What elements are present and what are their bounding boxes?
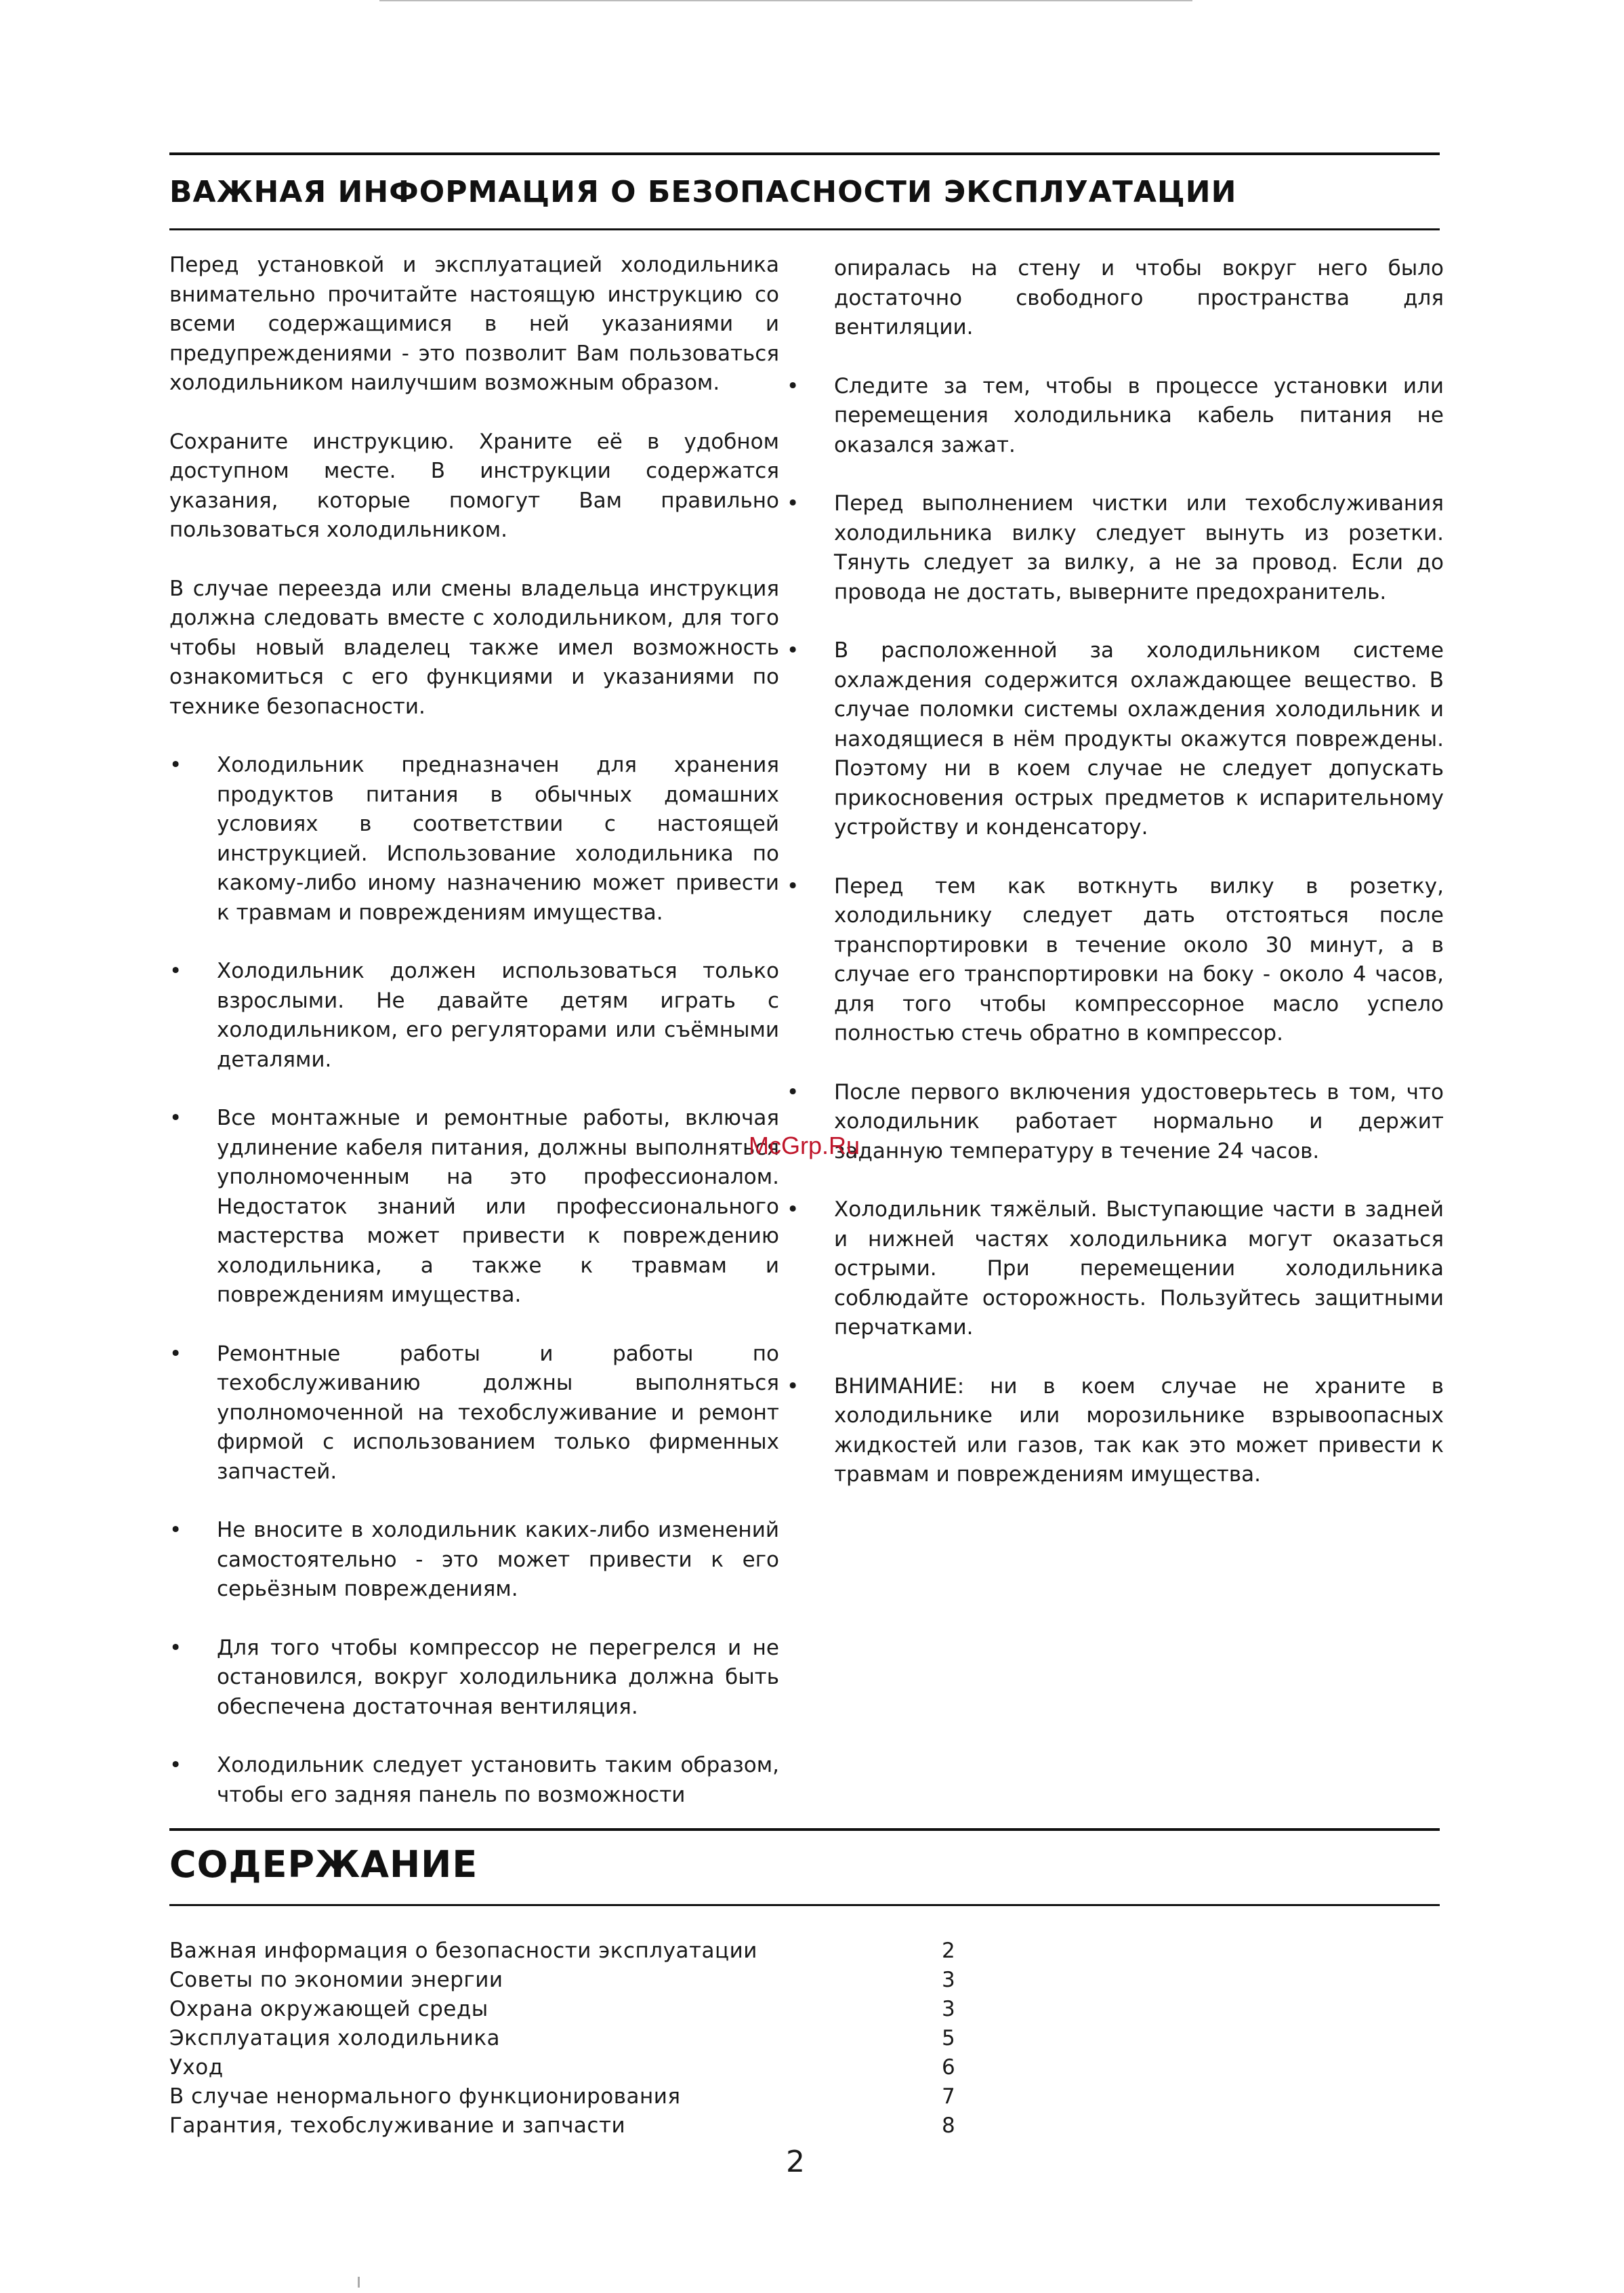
section-top-rule [169, 152, 1440, 155]
bullet-icon: • [787, 1373, 799, 1399]
bullet-text: Для того чтобы компрессор не перегрелся и не остановился, вокруг холодильника должна быть обеспечена достаточная вентиляция. [217, 1635, 779, 1719]
intro-paragraph: Сохраните инструкцию. Храните её в удобном доступном месте. В инструкции содержатся указания, которые помогут Вам правильно пользоваться холодильником. [169, 429, 779, 542]
page-number: 2 [786, 2145, 805, 2179]
safety-bullet-item [169, 1516, 779, 1605]
toc-entry-title: Гарантия, техобслуживание и запчасти [169, 2113, 626, 2138]
toc-entry-page: 2 [942, 1939, 955, 1963]
safety-bullet-item [787, 372, 1444, 461]
safety-bullet-item [787, 1078, 1444, 1167]
bullet-icon: • [787, 638, 799, 663]
bullet-text: В расположенной за холодильником системе охлаждения содержится охлаждающее вещество. В случае поломки системы охлаждения холодильник и находящиеся в нём продукты окажутся повреждены. Поэтому ни в коем случае не следует допускать прикосновения острых предметов к испарительному устройству и конденсатору. [834, 638, 1444, 840]
bullet-text: Перед тем как воткнуть вилку в розетку, холодильнику следует дать отстояться после транспортировки в течение около 30 минут, а в случае его транспортировки на боку - около 4 часов, для того чтобы компрессорное масло успело полностью стечь обратно в компрессор. [834, 873, 1444, 1046]
toc-entry-page: 3 [942, 1997, 955, 2021]
bullet-text: Следите за тем, чтобы в процессе установки или перемещения холодильника кабель питания не оказался зажат. [834, 373, 1444, 457]
bullet-text: Холодильник предназначен для хранения продуктов питания в обычных домашних условиях в соответствии с настоящей инструкцией. Использование холодильника по какому-либо иному назначению может привести к травмам и повреждениям имущества. [217, 753, 779, 925]
safety-bullet-item [787, 636, 1444, 843]
safety-bullet-item [787, 1195, 1444, 1343]
safety-bullet-item [169, 1340, 779, 1487]
toc-entry[interactable] [169, 2111, 1016, 2141]
toc-entry-page: 3 [942, 1968, 955, 1992]
bullet-text: ВНИМАНИЕ: ни в коем случае не храните в холодильнике или морозильнике взрывоопасных жидкостей или газов, так как это может привести к травмам и повреждениям имущества. [834, 1373, 1444, 1487]
bullet-text: Ремонтные работы и работы по техобслуживанию должны выполняться уполномоченной на техобслуживание и ремонт фирмой с использованием только фирменных запчастей. [217, 1341, 779, 1484]
bullet-text: Холодильник следует установить таким образом, чтобы его задняя панель по возможности [217, 1753, 779, 1807]
toc-entry-page: 5 [942, 2026, 955, 2050]
scan-artifact [358, 2277, 360, 2288]
bullet-icon: • [169, 753, 182, 777]
contents-top-rule [169, 1828, 1440, 1831]
toc-entry[interactable] [169, 2082, 1016, 2111]
safety-left-column [169, 251, 779, 1839]
safety-bullet-item [787, 1372, 1444, 1490]
intro-paragraph: Перед установкой и эксплуатацией холодильника внимательно прочитайте настоящую инструкцию со всеми содержащимися в ней указаниями и предупреждениями - это позволит Вам пользоваться холодильником наилучшим возможным образом. [169, 253, 779, 395]
bullet-icon: • [169, 1106, 182, 1130]
bullet-icon: • [169, 1341, 182, 1366]
toc-entry-page: 6 [942, 2055, 955, 2080]
safety-bullet-item [169, 1634, 779, 1722]
bullet-icon: • [169, 1753, 182, 1777]
toc-entry-title: Охрана окружающей среды [169, 1997, 488, 2021]
bullet-icon: • [787, 373, 799, 398]
contents-heading-underline [169, 1904, 1440, 1906]
bullet-text: Холодильник тяжёлый. Выступающие части в задней и нижней частях холодильника могут оказаться острыми. При перемещении холодильника соблюдайте осторожность. Пользуйтесь защитными перчатками. [834, 1197, 1444, 1340]
bullet-icon: • [169, 1635, 182, 1660]
bullet-icon: • [169, 1518, 182, 1542]
toc-entry[interactable] [169, 1966, 1016, 1995]
bullet-icon: • [169, 959, 182, 983]
toc-entry[interactable] [169, 2024, 1016, 2053]
bullet-text: После первого включения удостоверьтесь в том, что холодильник работает нормально и держит заданную температуру в течение 24 часов. [834, 1079, 1444, 1163]
bullet-icon: • [787, 1197, 799, 1222]
bullet-text: Холодильник должен использоваться только взрослыми. Не давайте детям играть с холодильником, его регуляторами или съёмными деталями. [217, 959, 779, 1072]
bullet-text: Перед выполнением чистки или техобслуживания холодильника вилку следует вынуть из розетки. Тянуть следует за вилку, а не за провод. Если до провода не достать, выверните предохранитель. [834, 491, 1444, 604]
safety-bullet-item [169, 1104, 779, 1310]
section-heading-underline [169, 228, 1440, 230]
toc-entry-title: Эксплуатация холодильника [169, 2026, 501, 2050]
table-of-contents [169, 1937, 1016, 2141]
toc-entry-page: 7 [942, 2084, 955, 2109]
bullet-icon: • [787, 873, 799, 898]
toc-entry-title: В случае ненормального функционирования [169, 2084, 681, 2109]
safety-bullet-item [787, 489, 1444, 607]
bullet-text: Все монтажные и ремонтные работы, включая удлинение кабеля питания, должны выполняться уполномоченным на это профессионалом. Недостаток знаний или профессионального мастерства может привести к повреждению холодильника, а также к травмам и повреждениям имущества. [217, 1106, 779, 1307]
toc-entry[interactable] [169, 1995, 1016, 2024]
toc-entry[interactable] [169, 1937, 1016, 1966]
toc-entry-title: Уход [169, 2055, 224, 2080]
toc-entry-page: 8 [942, 2113, 955, 2138]
safety-bullet-item [169, 1751, 779, 1810]
scan-artifact [379, 0, 1192, 1]
safety-bullet-item [169, 751, 779, 928]
bullet-icon: • [787, 1079, 799, 1104]
safety-bullet-item [169, 957, 779, 1075]
toc-entry[interactable] [169, 2053, 1016, 2082]
continued-paragraph: опиралась на стену и чтобы вокруг него было достаточно свободного пространства для вентиляции. [834, 256, 1444, 339]
watermark-link[interactable]: McGrp.Ru [749, 1132, 860, 1159]
intro-paragraph: В случае переезда или смены владельца инструкция должна следовать вместе с холодильником, для того чтобы новый владелец также имел возможность ознакомиться с его функциями и указаниями по технике безопасности. [169, 576, 779, 719]
bullet-icon: • [787, 491, 799, 516]
safety-bullet-item [787, 872, 1444, 1049]
toc-entry-title: Важная информация о безопасности эксплуатации [169, 1939, 757, 1963]
bullet-text: Не вносите в холодильник каких-либо изменений самостоятельно - это может привести к его серьёзным повреждениям. [217, 1518, 779, 1601]
safety-heading: ВАЖНАЯ ИНФОРМАЦИЯ О БЕЗОПАСНОСТИ ЭКСПЛУАТАЦИИ [169, 175, 1237, 209]
contents-heading: СОДЕРЖАНИЕ [169, 1843, 478, 1886]
toc-entry-title: Советы по экономии энергии [169, 1968, 503, 1992]
